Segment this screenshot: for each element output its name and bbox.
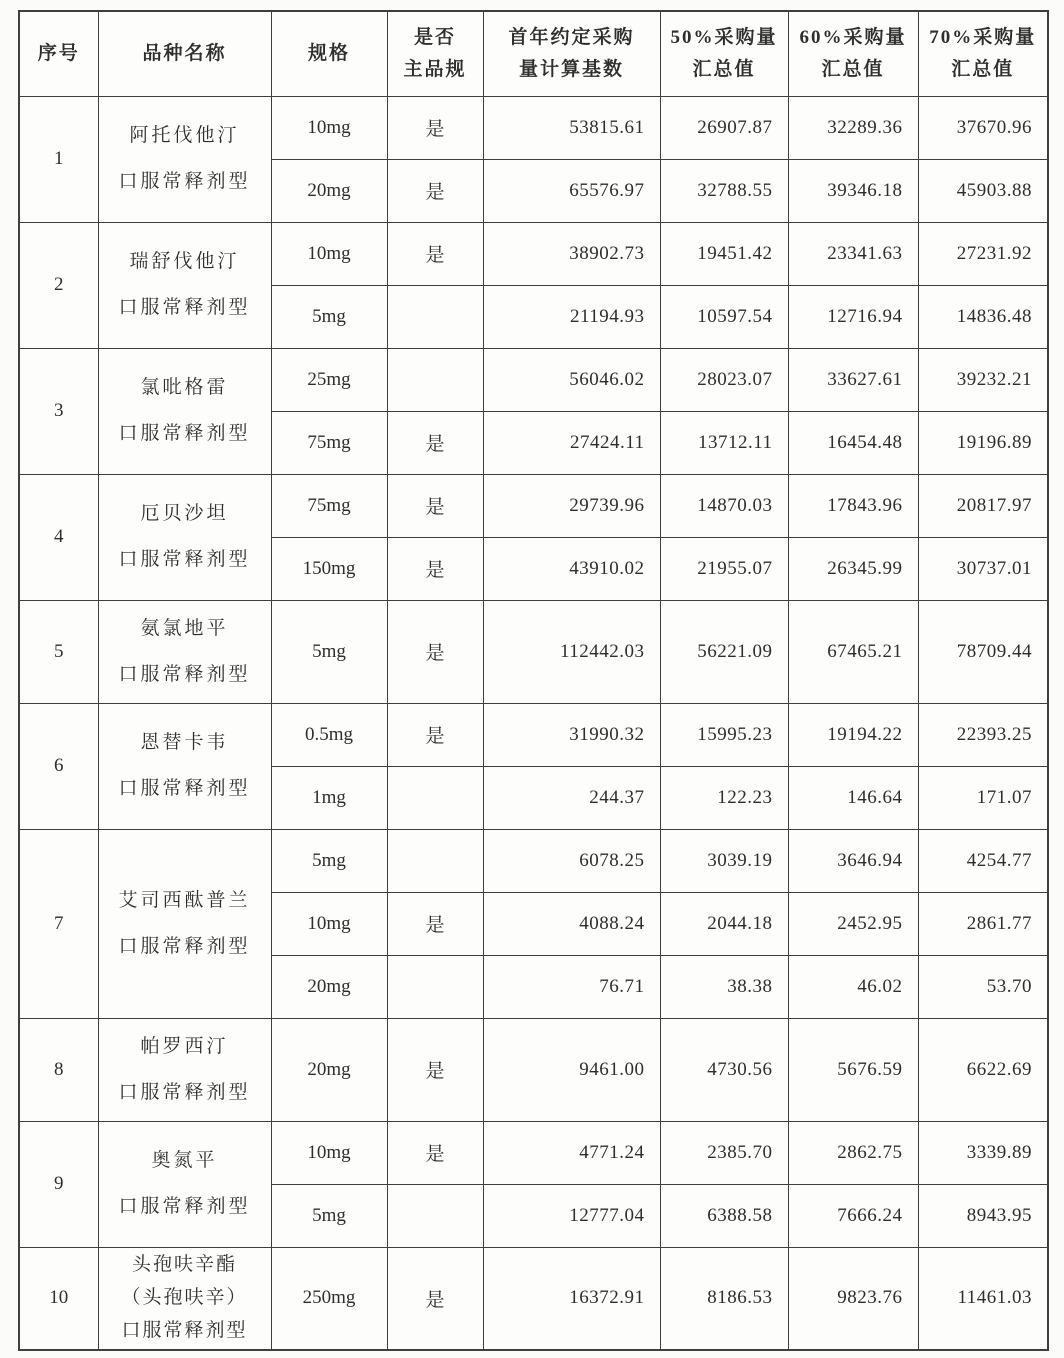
cell-60pct-total: 146.64: [788, 766, 918, 829]
cell-product-name: [98, 1018, 271, 1121]
cell-spec: 25mg: [271, 348, 387, 411]
cell-60pct-total: 9823.76: [788, 1247, 918, 1350]
cell-is-main-spec: 是: [387, 892, 483, 955]
cell-serial-number: 4: [19, 474, 98, 600]
cell-serial-number: 8: [19, 1018, 98, 1121]
cell-60pct-total: 26345.99: [788, 537, 918, 600]
header-text: 汇总值: [692, 58, 756, 80]
header-text: 70%采购量: [929, 27, 1037, 49]
cell-60pct-total: 67465.21: [788, 600, 918, 703]
product-name-line: 口服常释剂型: [118, 1081, 251, 1103]
cell-spec: 150mg: [271, 537, 387, 600]
cell-50pct-total: 14870.03: [660, 474, 788, 537]
column-header-index: [19, 11, 98, 96]
cell-first-year-base: 4771.24: [483, 1121, 660, 1184]
product-name-lines: [99, 732, 271, 800]
product-name-lines: [99, 618, 271, 686]
cell-first-year-base: 4088.24: [483, 892, 660, 955]
cell-serial-number: 5: [19, 600, 98, 703]
cell-50pct-total: 4730.56: [660, 1018, 788, 1121]
header-text: 规格: [307, 43, 350, 65]
cell-70pct-total: 4254.77: [918, 829, 1048, 892]
table-body: [19, 96, 1048, 1350]
product-name-lines: [99, 1254, 271, 1342]
product-name-lines: [99, 1150, 271, 1218]
cell-first-year-base: 29739.96: [483, 474, 660, 537]
cell-is-main-spec: 是: [387, 159, 483, 222]
cell-spec: 10mg: [271, 892, 387, 955]
table-row: [19, 829, 1048, 892]
cell-70pct-total: 27231.92: [918, 222, 1048, 285]
cell-is-main-spec: 是: [387, 703, 483, 766]
product-name-line: 口服常释剂型: [118, 1196, 251, 1217]
cell-70pct-total: 37670.96: [918, 96, 1048, 159]
cell-60pct-total: 12716.94: [788, 285, 918, 348]
cell-is-main-spec: 是: [387, 411, 483, 474]
cell-product-name: [98, 1121, 271, 1247]
cell-serial-number: 7: [19, 829, 98, 1018]
product-name-line: 头孢呋辛酯: [131, 1254, 237, 1276]
cell-first-year-base: 65576.97: [483, 159, 660, 222]
product-name-line: 口服常释剂型: [118, 663, 251, 685]
cell-70pct-total: 39232.21: [918, 348, 1048, 411]
cell-60pct-total: 3646.94: [788, 829, 918, 892]
cell-is-main-spec: 是: [387, 1121, 483, 1184]
cell-50pct-total: 2385.70: [660, 1121, 788, 1184]
header-text: 50%采购量: [670, 27, 778, 49]
cell-50pct-total: 2044.18: [660, 892, 788, 955]
cell-50pct-total: 32788.55: [660, 159, 788, 222]
product-name-line: 口服常释剂型: [121, 1320, 248, 1342]
product-name-line: 氯吡格雷: [140, 377, 229, 399]
cell-is-main-spec: [387, 766, 483, 829]
cell-first-year-base: 27424.11: [483, 411, 660, 474]
procurement-table: [18, 10, 1049, 1351]
header-text: 序号: [37, 43, 80, 65]
cell-70pct-total: 171.07: [918, 766, 1048, 829]
cell-70pct-total: 19196.89: [918, 411, 1048, 474]
cell-serial-number: 2: [19, 222, 98, 348]
cell-60pct-total: 2862.75: [788, 1121, 918, 1184]
table-row: [19, 703, 1048, 766]
product-name-lines: [99, 890, 271, 958]
cell-is-main-spec: 是: [387, 600, 483, 703]
cell-60pct-total: 33627.61: [788, 348, 918, 411]
cell-60pct-total: 16454.48: [788, 411, 918, 474]
cell-spec: 5mg: [271, 600, 387, 703]
product-name-line: 口服常释剂型: [118, 778, 251, 799]
column-header-p70: [918, 11, 1048, 96]
cell-product-name: [98, 600, 271, 703]
cell-70pct-total: 2861.77: [918, 892, 1048, 955]
cell-70pct-total: 3339.89: [918, 1121, 1048, 1184]
cell-50pct-total: 13712.11: [660, 411, 788, 474]
cell-first-year-base: 43910.02: [483, 537, 660, 600]
product-name-line: 口服常释剂型: [118, 171, 251, 192]
cell-50pct-total: 3039.19: [660, 829, 788, 892]
header-text: 主品规: [403, 58, 467, 80]
cell-60pct-total: 23341.63: [788, 222, 918, 285]
cell-serial-number: 6: [19, 703, 98, 829]
cell-70pct-total: 20817.97: [918, 474, 1048, 537]
cell-product-name: [98, 222, 271, 348]
cell-50pct-total: 21955.07: [660, 537, 788, 600]
column-header-main: [387, 11, 483, 96]
cell-is-main-spec: [387, 829, 483, 892]
cell-50pct-total: 15995.23: [660, 703, 788, 766]
cell-50pct-total: 6388.58: [660, 1184, 788, 1247]
cell-spec: 5mg: [271, 829, 387, 892]
cell-60pct-total: 46.02: [788, 955, 918, 1018]
cell-70pct-total: 78709.44: [918, 600, 1048, 703]
cell-first-year-base: 12777.04: [483, 1184, 660, 1247]
cell-50pct-total: 56221.09: [660, 600, 788, 703]
cell-product-name: [98, 474, 271, 600]
cell-is-main-spec: [387, 348, 483, 411]
product-name-line: 奥氮平: [151, 1150, 218, 1172]
product-name-line: 氨氯地平: [140, 617, 229, 639]
cell-product-name: [98, 348, 271, 474]
product-name-lines: [99, 125, 271, 193]
cell-70pct-total: 45903.88: [918, 159, 1048, 222]
cell-is-main-spec: 是: [387, 537, 483, 600]
cell-70pct-total: 30737.01: [918, 537, 1048, 600]
cell-spec: 75mg: [271, 411, 387, 474]
cell-70pct-total: 14836.48: [918, 285, 1048, 348]
cell-spec: 10mg: [271, 1121, 387, 1184]
cell-first-year-base: 6078.25: [483, 829, 660, 892]
cell-spec: 5mg: [271, 1184, 387, 1247]
product-name-line: 瑞舒伐他汀: [129, 251, 240, 273]
cell-is-main-spec: [387, 1184, 483, 1247]
table-row: [19, 474, 1048, 537]
cell-60pct-total: 19194.22: [788, 703, 918, 766]
cell-spec: 20mg: [271, 955, 387, 1018]
cell-60pct-total: 39346.18: [788, 159, 918, 222]
cell-60pct-total: 17843.96: [788, 474, 918, 537]
cell-first-year-base: 16372.91: [483, 1247, 660, 1350]
column-header-name: [98, 11, 271, 96]
cell-70pct-total: 11461.03: [918, 1247, 1048, 1350]
product-name-line: 口服常释剂型: [118, 297, 251, 318]
cell-50pct-total: 19451.42: [660, 222, 788, 285]
cell-first-year-base: 21194.93: [483, 285, 660, 348]
cell-spec: 20mg: [271, 1018, 387, 1121]
product-name-lines: [99, 377, 271, 445]
cell-spec: 250mg: [271, 1247, 387, 1350]
cell-product-name: [98, 829, 271, 1018]
column-header-spec: [271, 11, 387, 96]
table-row: [19, 348, 1048, 411]
table-row: [19, 222, 1048, 285]
table-row: [19, 1018, 1048, 1121]
table-row: [19, 1247, 1048, 1350]
product-name-line: 口服常释剂型: [118, 423, 251, 444]
product-name-line: 阿托伐他汀: [129, 125, 240, 147]
product-name-line: 艾司西酞普兰: [118, 889, 251, 911]
cell-50pct-total: 38.38: [660, 955, 788, 1018]
cell-spec: 75mg: [271, 474, 387, 537]
header-text: 汇总值: [951, 58, 1015, 80]
cell-60pct-total: 5676.59: [788, 1018, 918, 1121]
cell-50pct-total: 8186.53: [660, 1247, 788, 1350]
product-name-line: 帕罗西汀: [140, 1035, 229, 1057]
product-name-lines: [99, 503, 271, 571]
cell-product-name: [98, 703, 271, 829]
table-header: [19, 11, 1048, 96]
cell-first-year-base: 31990.32: [483, 703, 660, 766]
cell-60pct-total: 7666.24: [788, 1184, 918, 1247]
column-header-base: [483, 11, 660, 96]
cell-first-year-base: 38902.73: [483, 222, 660, 285]
cell-is-main-spec: [387, 955, 483, 1018]
cell-spec: 5mg: [271, 285, 387, 348]
cell-is-main-spec: 是: [387, 96, 483, 159]
cell-product-name: [98, 96, 271, 222]
cell-first-year-base: 76.71: [483, 955, 660, 1018]
cell-50pct-total: 28023.07: [660, 348, 788, 411]
header-text: 品种名称: [142, 43, 227, 65]
product-name-lines: [99, 1036, 271, 1104]
table-row: [19, 600, 1048, 703]
product-name-line: 恩替卡韦: [140, 732, 229, 754]
cell-serial-number: 10: [19, 1247, 98, 1350]
cell-spec: 0.5mg: [271, 703, 387, 766]
cell-60pct-total: 2452.95: [788, 892, 918, 955]
cell-is-main-spec: 是: [387, 1018, 483, 1121]
cell-first-year-base: 9461.00: [483, 1018, 660, 1121]
cell-50pct-total: 26907.87: [660, 96, 788, 159]
product-name-line: （头孢呋辛）: [121, 1287, 248, 1309]
cell-is-main-spec: [387, 285, 483, 348]
cell-50pct-total: 10597.54: [660, 285, 788, 348]
cell-spec: 10mg: [271, 222, 387, 285]
cell-60pct-total: 32289.36: [788, 96, 918, 159]
header-text: 首年约定采购: [508, 27, 635, 49]
cell-70pct-total: 8943.95: [918, 1184, 1048, 1247]
product-name-line: 口服常释剂型: [118, 935, 251, 957]
cell-first-year-base: 112442.03: [483, 600, 660, 703]
header-text: 60%采购量: [799, 27, 907, 49]
header-row: [19, 11, 1048, 96]
cell-spec: 10mg: [271, 96, 387, 159]
cell-first-year-base: 244.37: [483, 766, 660, 829]
cell-70pct-total: 53.70: [918, 955, 1048, 1018]
cell-70pct-total: 6622.69: [918, 1018, 1048, 1121]
table-row: [19, 96, 1048, 159]
table-row: [19, 1121, 1048, 1184]
cell-serial-number: 9: [19, 1121, 98, 1247]
cell-first-year-base: 56046.02: [483, 348, 660, 411]
column-header-p50: [660, 11, 788, 96]
product-name-line: 厄贝沙坦: [140, 503, 229, 525]
cell-serial-number: 1: [19, 96, 98, 222]
cell-is-main-spec: 是: [387, 222, 483, 285]
header-text: 是否: [413, 27, 456, 49]
cell-spec: 20mg: [271, 159, 387, 222]
cell-50pct-total: 122.23: [660, 766, 788, 829]
cell-first-year-base: 53815.61: [483, 96, 660, 159]
header-text: 汇总值: [821, 58, 885, 80]
cell-spec: 1mg: [271, 766, 387, 829]
cell-70pct-total: 22393.25: [918, 703, 1048, 766]
cell-is-main-spec: 是: [387, 1247, 483, 1350]
product-name-line: 口服常释剂型: [118, 549, 251, 570]
cell-is-main-spec: 是: [387, 474, 483, 537]
cell-product-name: [98, 1247, 271, 1350]
product-name-lines: [99, 251, 271, 319]
column-header-p60: [788, 11, 918, 96]
cell-serial-number: 3: [19, 348, 98, 474]
header-text: 量计算基数: [518, 58, 624, 80]
